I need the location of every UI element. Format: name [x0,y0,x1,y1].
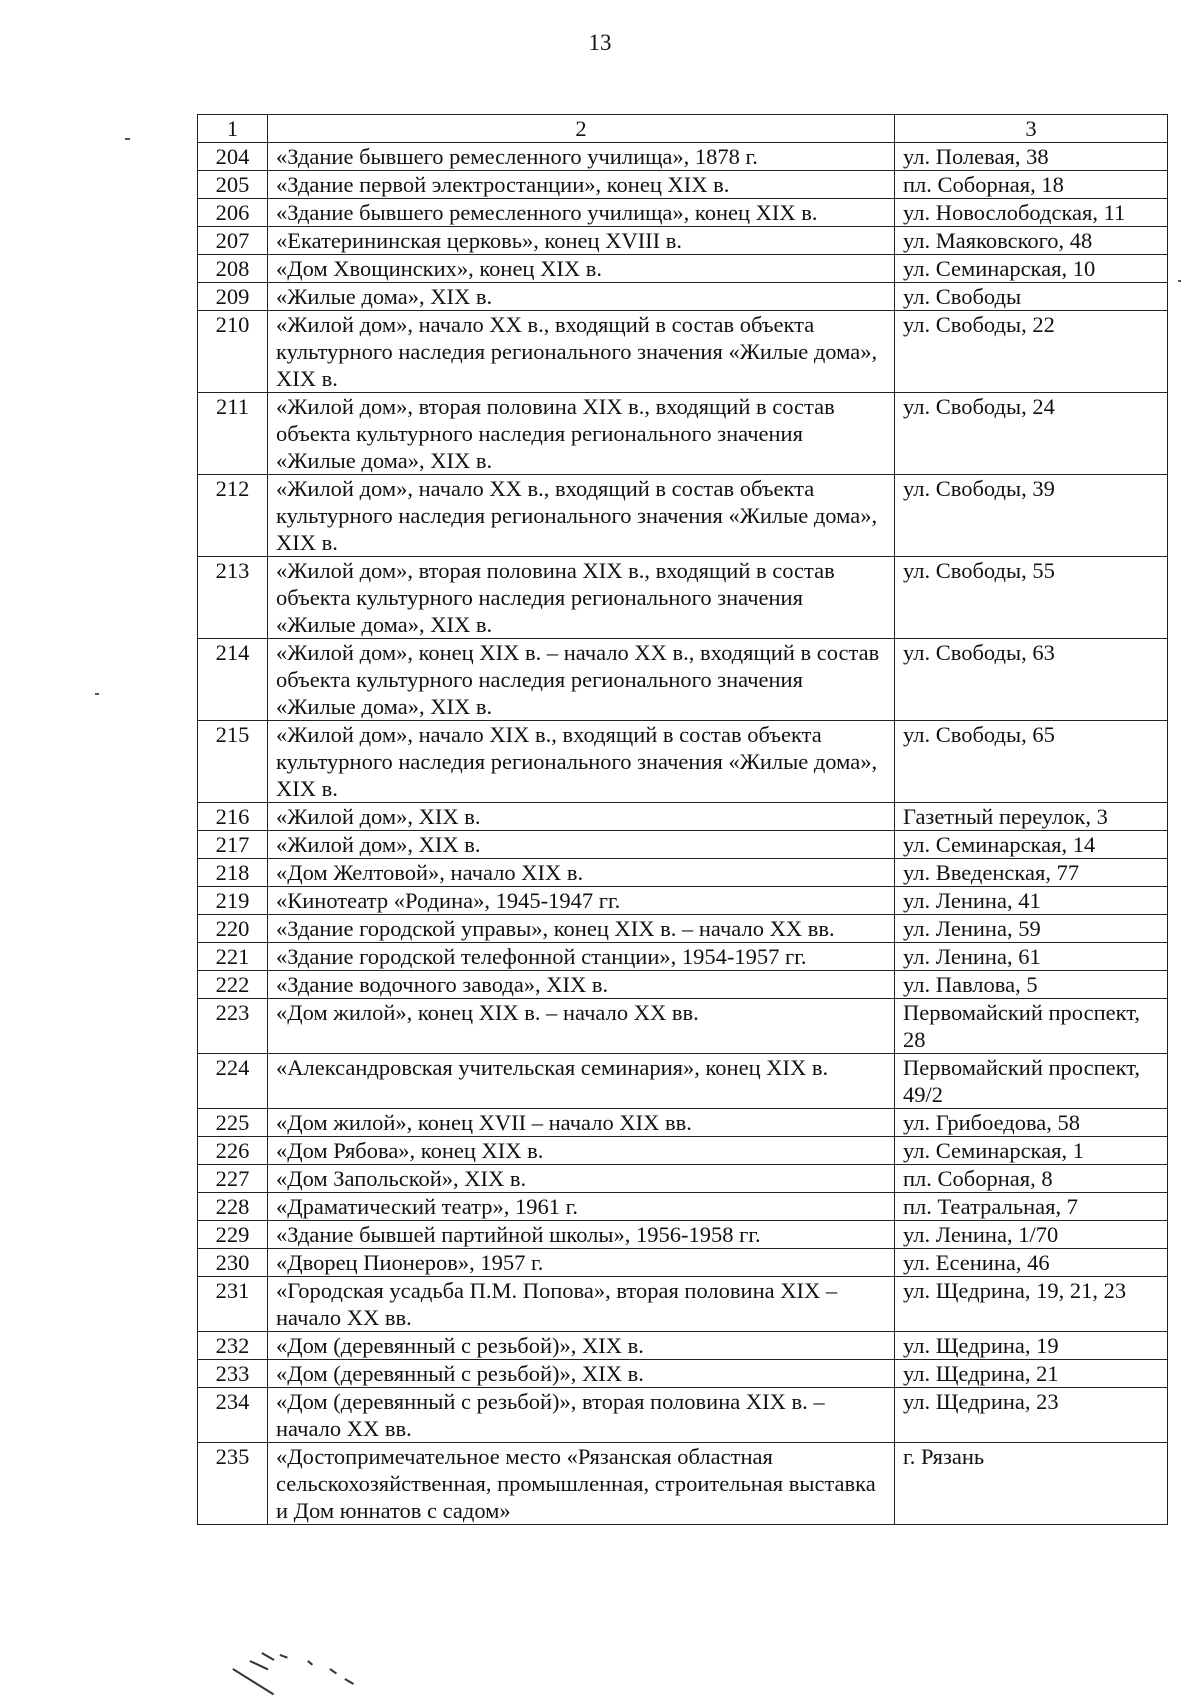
object-address: ул. Щедрина, 19 [895,1332,1168,1360]
row-number: 215 [198,721,268,803]
object-name: «Дворец Пионеров», 1957 г. [268,1249,895,1277]
object-name: «Дом Желтовой», начало XIX в. [268,859,895,887]
object-address: пл. Соборная, 8 [895,1165,1168,1193]
table-row [198,1054,1168,1109]
row-number: 211 [198,393,268,475]
object-name: «Жилой дом», XIX в. [268,831,895,859]
object-name: «Дом (деревянный с резьбой)», XIX в. [268,1332,895,1360]
row-number: 214 [198,639,268,721]
column-header-number: 1 [198,115,268,143]
table-row [198,393,1168,475]
object-address: ул. Щедрина, 23 [895,1388,1168,1443]
table-row [198,171,1168,199]
table-row [198,915,1168,943]
object-name: «Жилой дом», начало XX в., входящий в состав объекта культурного наследия регионального значения «Жилые дома», XIX в. [268,475,895,557]
table-row [198,227,1168,255]
object-address: ул. Свободы [895,283,1168,311]
object-address: ул. Свободы, 55 [895,557,1168,639]
table-row [198,721,1168,803]
row-number: 226 [198,1137,268,1165]
table-row [198,943,1168,971]
row-number: 213 [198,557,268,639]
column-header-name: 2 [268,115,895,143]
table-row [198,1360,1168,1388]
object-address: ул. Павлова, 5 [895,971,1168,999]
table-row [198,999,1168,1054]
row-number: 210 [198,311,268,393]
table-row [198,887,1168,915]
row-number: 230 [198,1249,268,1277]
object-name: «Здание водочного завода», XIX в. [268,971,895,999]
object-address: ул. Ленина, 41 [895,887,1168,915]
object-name: «Жилой дом», вторая половина XIX в., входящий в состав объекта культурного наследия регионального значения «Жилые дома», XIX в. [268,557,895,639]
table-row [198,475,1168,557]
table-row [198,255,1168,283]
object-name: «Александровская учительская семинария», конец XIX в. [268,1054,895,1109]
object-address: ул. Ленина, 61 [895,943,1168,971]
row-number: 235 [198,1443,268,1525]
object-name: «Здание первой электростанции», конец XIX в. [268,171,895,199]
object-name: «Дом Рябова», конец XIX в. [268,1137,895,1165]
table-row [198,1277,1168,1332]
row-number: 204 [198,143,268,171]
object-name: «Дом (деревянный с резьбой)», XIX в. [268,1360,895,1388]
table-row [198,1193,1168,1221]
row-number: 216 [198,803,268,831]
object-address: ул. Свободы, 65 [895,721,1168,803]
object-name: «Здание бывшей партийной школы», 1956-1958 гг. [268,1221,895,1249]
object-name: «Дом жилой», конец XVII – начало XIX вв. [268,1109,895,1137]
row-number: 208 [198,255,268,283]
table-row [198,311,1168,393]
object-name: «Достопримечательное место «Рязанская областная сельскохозяйственная, промышленная, строительная выставка и Дом юннатов с садом» [268,1443,895,1525]
row-number: 221 [198,943,268,971]
column-header-address: 3 [895,115,1168,143]
table-row [198,1443,1168,1525]
table-row [198,143,1168,171]
row-number: 218 [198,859,268,887]
object-address: пл. Театральная, 7 [895,1193,1168,1221]
object-name: «Жилой дом», XIX в. [268,803,895,831]
object-address: Первомайский проспект, 28 [895,999,1168,1054]
table-row [198,971,1168,999]
row-number: 217 [198,831,268,859]
table-row [198,557,1168,639]
row-number: 220 [198,915,268,943]
object-address: ул. Грибоедова, 58 [895,1109,1168,1137]
object-address: ул. Щедрина, 19, 21, 23 [895,1277,1168,1332]
row-number: 222 [198,971,268,999]
object-name: «Дом жилой», конец XIX в. – начало XX вв. [268,999,895,1054]
row-number: 206 [198,199,268,227]
object-name: «Городская усадьба П.М. Попова», вторая половина XIX – начало XX вв. [268,1277,895,1332]
heritage-objects-table [197,114,1168,1525]
table-row [198,1137,1168,1165]
row-number: 228 [198,1193,268,1221]
object-address: ул. Ленина, 1/70 [895,1221,1168,1249]
object-name: «Здание бывшего ремесленного училища», конец XIX в. [268,199,895,227]
object-address: ул. Свободы, 63 [895,639,1168,721]
row-number: 234 [198,1388,268,1443]
object-address: ул. Семинарская, 10 [895,255,1168,283]
row-number: 219 [198,887,268,915]
object-name: «Жилой дом», начало XIX в., входящий в состав объекта культурного наследия регионального значения «Жилые дома», XIX в. [268,721,895,803]
table-row [198,283,1168,311]
object-address: Газетный переулок, 3 [895,803,1168,831]
object-address: Первомайский проспект, 49/2 [895,1054,1168,1109]
row-number: 212 [198,475,268,557]
object-address: г. Рязань [895,1443,1168,1525]
object-address: ул. Свободы, 39 [895,475,1168,557]
object-name: «Здание городской управы», конец XIX в. – начало XX вв. [268,915,895,943]
row-number: 207 [198,227,268,255]
row-number: 229 [198,1221,268,1249]
object-address: ул. Свободы, 22 [895,311,1168,393]
table-row [198,1165,1168,1193]
row-number: 233 [198,1360,268,1388]
object-address: ул. Маяковского, 48 [895,227,1168,255]
object-name: «Екатерининская церковь», конец XVIII в. [268,227,895,255]
row-number: 232 [198,1332,268,1360]
object-name: «Жилой дом», вторая половина XIX в., входящий в состав объекта культурного наследия регионального значения «Жилые дома», XIX в. [268,393,895,475]
object-address: ул. Ленина, 59 [895,915,1168,943]
scan-mark [95,693,99,695]
object-address: ул. Щедрина, 21 [895,1360,1168,1388]
table-row [198,1332,1168,1360]
object-name: «Жилой дом», конец XIX в. – начало XX в., входящий в состав объекта культурного наследия регионального значения «Жилые дома», XIX в. [268,639,895,721]
table-row [198,859,1168,887]
object-address: ул. Семинарская, 14 [895,831,1168,859]
object-name: «Драматический театр», 1961 г. [268,1193,895,1221]
row-number: 223 [198,999,268,1054]
object-name: «Дом (деревянный с резьбой)», вторая половина XIX в. – начало XX вв. [268,1388,895,1443]
table-row [198,1249,1168,1277]
table-row [198,831,1168,859]
table-row [198,199,1168,227]
object-address: ул. Полевая, 38 [895,143,1168,171]
row-number: 231 [198,1277,268,1332]
object-name: «Дом Запольской», XIX в. [268,1165,895,1193]
row-number: 224 [198,1054,268,1109]
object-name: «Кинотеатр «Родина», 1945-1947 гг. [268,887,895,915]
object-name: «Дом Хвощинских», конец XIX в. [268,255,895,283]
table-header-row [198,115,1168,143]
object-name: «Здание бывшего ремесленного училища», 1878 г. [268,143,895,171]
object-address: ул. Свободы, 24 [895,393,1168,475]
row-number: 227 [198,1165,268,1193]
object-name: «Жилые дома», XIX в. [268,283,895,311]
object-address: ул. Есенина, 46 [895,1249,1168,1277]
object-name: «Здание городской телефонной станции», 1954-1957 гг. [268,943,895,971]
page-number: 13 [588,30,612,55]
row-number: 205 [198,171,268,199]
object-address: пл. Соборная, 18 [895,171,1168,199]
table-row [198,1221,1168,1249]
row-number: 225 [198,1109,268,1137]
table-row [198,639,1168,721]
object-address: ул. Семинарская, 1 [895,1137,1168,1165]
scan-mark [125,138,130,140]
scan-mark [1178,280,1181,282]
object-address: ул. Введенская, 77 [895,859,1168,887]
object-address: ул. Новослободская, 11 [895,199,1168,227]
row-number: 209 [198,283,268,311]
table-row [198,1109,1168,1137]
table-row [198,803,1168,831]
object-name: «Жилой дом», начало XX в., входящий в состав объекта культурного наследия регионального значения «Жилые дома», XIX в. [268,311,895,393]
table-row [198,1388,1168,1443]
